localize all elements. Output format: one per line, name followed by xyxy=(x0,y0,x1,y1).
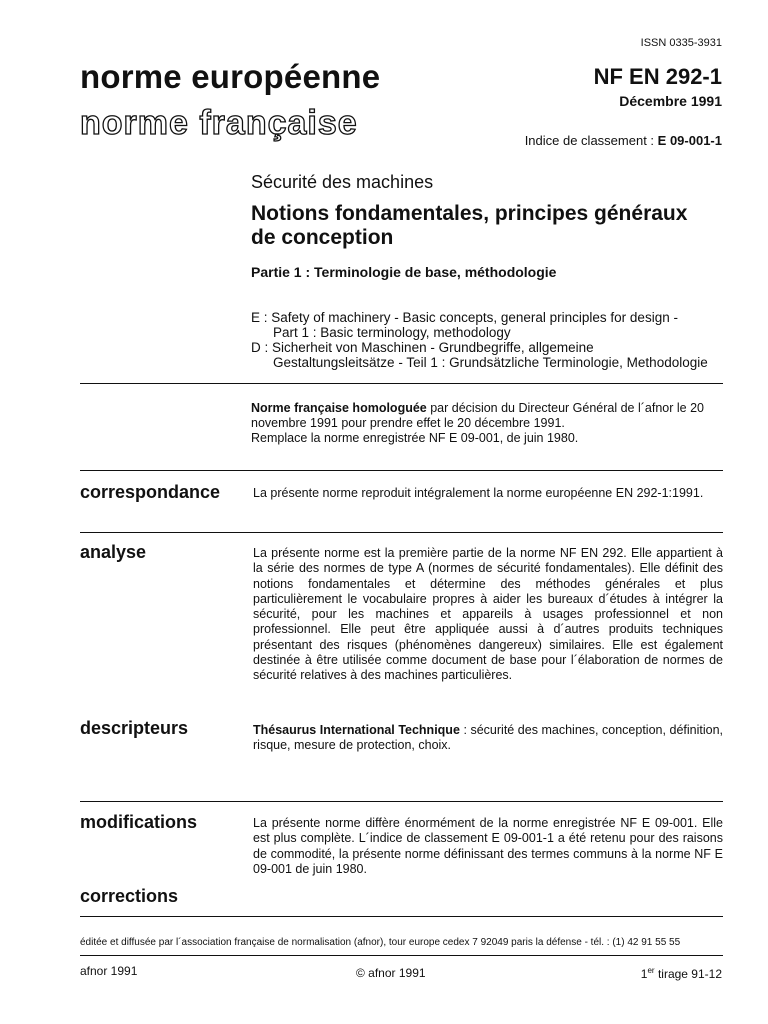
classification-value: E 09-001-1 xyxy=(657,133,722,148)
standard-code: NF EN 292-1 xyxy=(593,64,722,89)
correspondance-text: La présente norme reproduit intégralement la norme européenne EN 292-1:1991. xyxy=(253,486,704,500)
modifications-text: La présente norme diffère énormément de la norme enregistrée NF E 09-001. Elle est plus complète. L´indice de classement E 09-001-1 a été retenu pour des raisons de commodité, la présente norme définissant des termes communs à la norme NF E 09-001 de juin 1980. xyxy=(253,816,723,876)
printing-suffix: er xyxy=(647,966,655,975)
divider xyxy=(80,383,723,384)
english-title-line2: Part 1 : Basic terminology, methodology xyxy=(273,325,511,340)
norme-europeenne-title: norme européenne xyxy=(80,58,381,95)
footer-copyright: © afnor 1991 xyxy=(356,966,426,980)
homologation-bold: Norme française homologuée xyxy=(251,401,427,415)
descripteurs-text xyxy=(253,723,723,754)
homologation-rest: par décision du Directeur Général de l´afnor le 20 novembre 1991 pour prendre effet le 20 décembre 1991. xyxy=(251,401,704,430)
analyse-text: La présente norme est la première partie de la norme NF EN 292. Elle appartient à la série des normes de type A (normes de sécurité fondamentales). Elle définit des notions fondamentales et détermine des méthodes générales et plus particulièrement le vocabulaire propres à aider les bureaux d´études à intégrer la sécurité, pour les machines et appareils à usages professionnel et non professionnel. Elle peut être appliquée aussi à d´autres produits techniques présentant des risques (phénomènes dangereux) similaires. Elle est également destinée à être utilisée comme document de base pour l´élaboration de normes de sécurité relatives à des machines particulières. xyxy=(253,546,723,683)
section-heading-modifications: modifications xyxy=(80,812,198,832)
homologation-block xyxy=(251,401,721,446)
descripteurs-bold: Thésaurus International Technique xyxy=(253,723,460,737)
issn-number: ISSN 0335-3931 xyxy=(640,37,722,49)
printing-label: tirage 91-12 xyxy=(654,967,722,981)
replacement-text: Remplace la norme enregistrée NF E 09-001, de juin 1980. xyxy=(251,431,579,445)
section-heading-descripteurs: descripteurs xyxy=(80,718,189,738)
english-title-line1: E : Safety of machinery - Basic concepts, general principles for design - xyxy=(251,310,678,325)
document-title: Notions fondamentales, principes généraux de conception xyxy=(251,202,688,249)
homologation-text xyxy=(251,401,721,431)
section-heading-analyse: analyse xyxy=(80,542,147,562)
norme-francaise-title: norme française xyxy=(80,104,358,142)
subject-domain: Sécurité des machines xyxy=(251,172,434,192)
descripteurs-rest: : sécurité des machines, conception, définition, risque, mesure de protection, choix. xyxy=(253,723,723,753)
divider xyxy=(80,916,723,917)
classification-label: Indice de classement : xyxy=(524,133,655,148)
standard-date: Décembre 1991 xyxy=(619,93,722,109)
divider xyxy=(80,801,723,802)
german-title-line2: Gestaltungsleitsätze - Teil 1 : Grundsätzliche Terminologie, Methodologie xyxy=(273,355,708,370)
translations-block xyxy=(251,310,731,370)
divider xyxy=(80,470,723,471)
publisher-line: éditée et diffusée par l´association française de normalisation (afnor), tour europe cedex 7 92049 paris la défense - tél. : (1) 42 91 55 55 xyxy=(80,937,681,948)
footer-printing xyxy=(641,966,722,981)
document-part: Partie 1 : Terminologie de base, méthodologie xyxy=(251,264,557,280)
section-heading-correspondance: correspondance xyxy=(80,482,221,502)
printing-number: 1 xyxy=(640,967,648,981)
footer-left: afnor 1991 xyxy=(80,964,138,978)
divider xyxy=(80,532,723,533)
classification-index xyxy=(525,133,722,148)
section-heading-corrections: corrections xyxy=(80,886,179,906)
divider xyxy=(80,955,723,956)
german-title-line1: D : Sicherheit von Maschinen - Grundbegriffe, allgemeine xyxy=(251,340,594,355)
